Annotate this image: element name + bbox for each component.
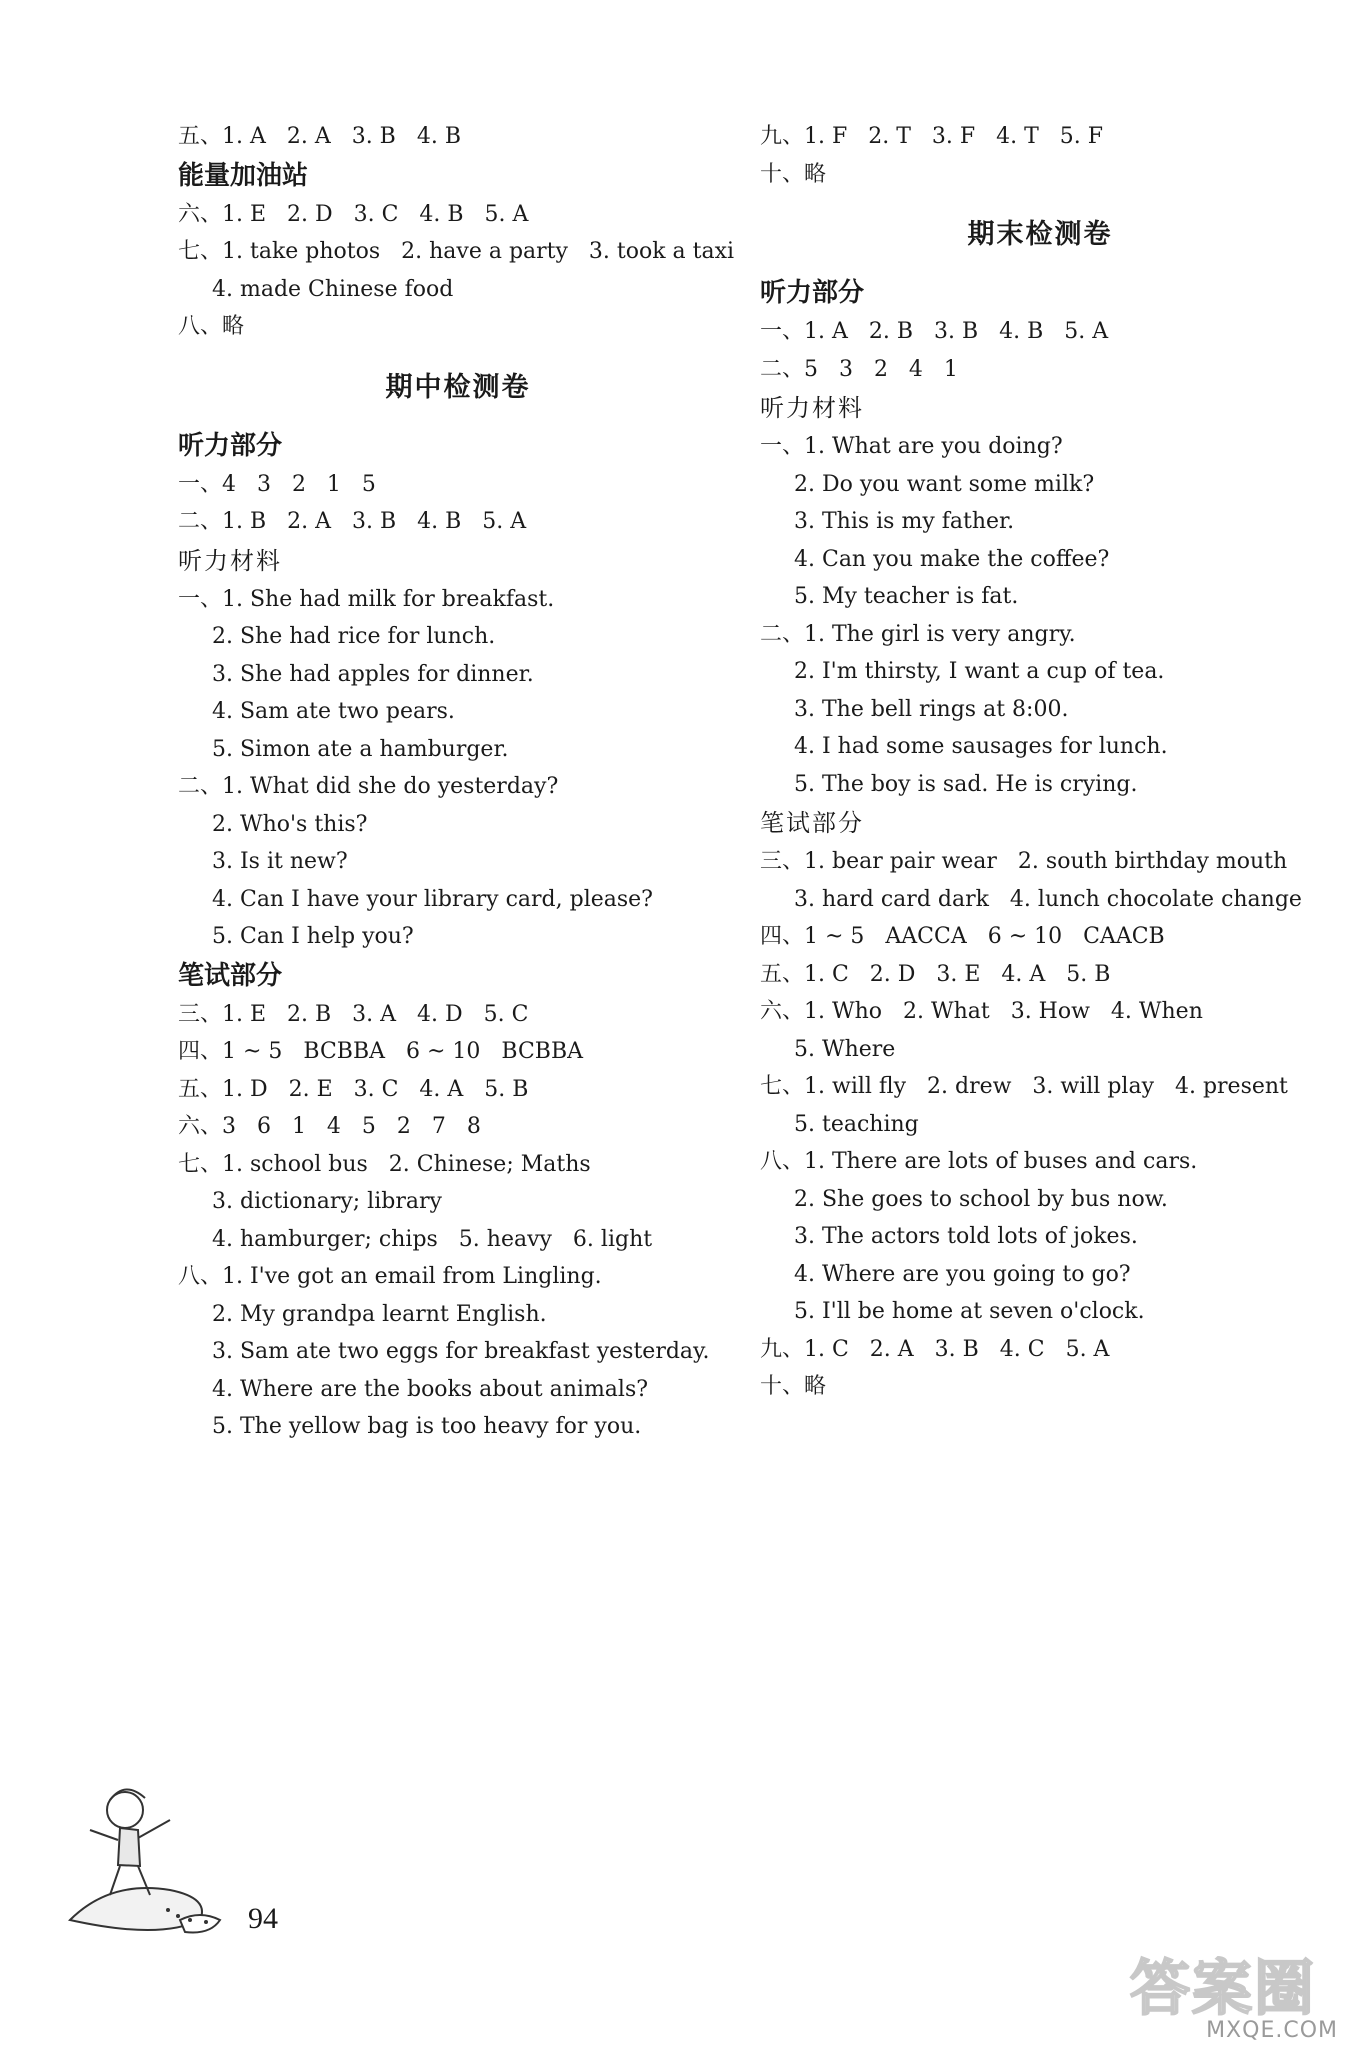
section-heading: 笔试部分 xyxy=(178,960,283,991)
answer-line-indented: 4. made Chinese food xyxy=(212,276,454,302)
test-title: 期末检测卷 xyxy=(967,219,1113,250)
answer-line: 九、1. C 2. A 3. B 4. C 5. A xyxy=(760,1336,1110,1362)
answer-line: 七、1. school bus 2. Chinese; Maths xyxy=(178,1151,591,1177)
answer-line: 五、1. D 2. E 3. C 4. A 5. B xyxy=(178,1076,529,1102)
answer-line: 一、1. She had milk for breakfast. xyxy=(178,586,555,612)
right-column xyxy=(760,118,1320,1406)
answer-line: 三、1. bear pair wear 2. south birthday mouth xyxy=(760,849,1288,874)
answer-line: 七、1. take photos 2. have a party 3. took a taxi xyxy=(178,239,735,264)
answer-line-indented: 2. She had rice for lunch. xyxy=(212,624,496,649)
answer-line: 八、1. I've got an email from Lingling. xyxy=(178,1264,602,1289)
answer-line-indented: 3. dictionary; library xyxy=(212,1189,442,1214)
answer-line-indented: 5. My teacher is fat. xyxy=(794,584,1019,609)
answer-line: 五、1. C 2. D 3. E 4. A 5. B xyxy=(760,961,1111,987)
surfing-boy-illustration xyxy=(50,1770,240,1950)
answer-line: 五、1. A 2. A 3. B 4. B xyxy=(178,124,461,149)
left-column xyxy=(178,118,738,1446)
answer-line: 四、1 ~ 5 BCBBA 6 ~ 10 BCBBA xyxy=(178,1039,584,1064)
subsection-heading: 笔试部分 xyxy=(760,809,864,837)
answer-line-indented: 2. Who's this? xyxy=(212,811,368,837)
watermark-site: MXQE.COM xyxy=(1206,2018,1338,2043)
answer-line: 十、略 xyxy=(760,1374,827,1399)
answer-line-indented: 5. The yellow bag is too heavy for you. xyxy=(212,1414,642,1439)
answer-line: 九、1. F 2. T 3. F 4. T 5. F xyxy=(760,124,1103,149)
section-heading: 听力部分 xyxy=(760,278,865,308)
answer-line-indented: 3. Sam ate two eggs for breakfast yesterday. xyxy=(212,1339,710,1364)
answer-line-indented: 4. Can you make the coffee? xyxy=(794,546,1110,572)
answer-line-indented: 4. Where are you going to go? xyxy=(794,1261,1131,1287)
answer-line-indented: 5. Where xyxy=(794,1036,896,1062)
section-heading: 听力部分 xyxy=(178,430,283,461)
answer-line: 六、1. E 2. D 3. C 4. B 5. A xyxy=(178,201,529,227)
answer-line: 四、1 ~ 5 AACCA 6 ~ 10 CAACB xyxy=(760,924,1165,949)
answer-line-indented: 2. Do you want some milk? xyxy=(794,471,1095,497)
answer-line-indented: 3. The bell rings at 8:00. xyxy=(794,696,1069,722)
answer-line: 十、略 xyxy=(760,161,827,187)
watermark xyxy=(1056,1954,1356,2049)
subsection-heading: 听力材料 xyxy=(760,394,864,422)
answer-line-indented: 3. Is it new? xyxy=(212,849,348,874)
page-number: 94 xyxy=(248,1902,278,1935)
answer-line-indented: 4. hamburger; chips 5. heavy 6. light xyxy=(212,1226,653,1252)
answer-line: 一、1. A 2. B 3. B 4. B 5. A xyxy=(760,319,1109,344)
answer-line-indented: 5. I'll be home at seven o'clock. xyxy=(794,1299,1145,1324)
answer-line-indented: 3. This is my father. xyxy=(794,509,1015,534)
answer-line: 一、4 3 2 1 5 xyxy=(178,471,376,497)
subsection-heading: 听力材料 xyxy=(178,546,282,575)
answer-line: 七、1. will fly 2. drew 3. will play 4. present xyxy=(760,1074,1288,1099)
test-title: 期中检测卷 xyxy=(385,371,531,403)
answer-line: 二、1. What did she do yesterday? xyxy=(178,774,559,799)
answer-line-indented: 2. She goes to school by bus now. xyxy=(794,1186,1168,1212)
answer-line: 一、1. What are you doing? xyxy=(760,434,1063,459)
section-heading: 能量加油站 xyxy=(178,160,309,191)
answer-line: 八、略 xyxy=(178,314,245,339)
answer-line-indented: 2. My grandpa learnt English. xyxy=(212,1301,547,1327)
answer-line-indented: 4. Can I have your library card, please? xyxy=(212,886,653,912)
answer-line-indented: 5. Can I help you? xyxy=(212,924,414,949)
answer-line-indented: 4. I had some sausages for lunch. xyxy=(794,734,1168,759)
answer-line-indented: 3. hard card dark 4. lunch chocolate change xyxy=(794,886,1302,912)
answer-line-indented: 3. She had apples for dinner. xyxy=(212,661,534,687)
answer-line-indented: 4. Sam ate two pears. xyxy=(212,699,455,724)
answer-line: 六、1. Who 2. What 3. How 4. When xyxy=(760,999,1203,1024)
answer-line-indented: 2. I'm thirsty, I want a cup of tea. xyxy=(794,659,1165,684)
answer-line-indented: 5. Simon ate a hamburger. xyxy=(212,736,509,762)
watermark-logo: 答案圈 xyxy=(1130,1954,1316,2024)
answer-line-indented: 4. Where are the books about animals? xyxy=(212,1376,649,1402)
answer-line: 八、1. There are lots of buses and cars. xyxy=(760,1149,1198,1174)
answer-line-indented: 3. The actors told lots of jokes. xyxy=(794,1224,1138,1249)
answer-line: 三、1. E 2. B 3. A 4. D 5. C xyxy=(178,1001,529,1027)
answer-line: 二、1. B 2. A 3. B 4. B 5. A xyxy=(178,509,527,534)
answer-line-indented: 5. The boy is sad. He is crying. xyxy=(794,771,1138,797)
answer-line: 二、1. The girl is very angry. xyxy=(760,621,1076,647)
answer-line: 二、5 3 2 4 1 xyxy=(760,356,958,382)
answer-line-indented: 5. teaching xyxy=(794,1111,919,1137)
answer-line: 六、3 6 1 4 5 2 7 8 xyxy=(178,1114,481,1139)
